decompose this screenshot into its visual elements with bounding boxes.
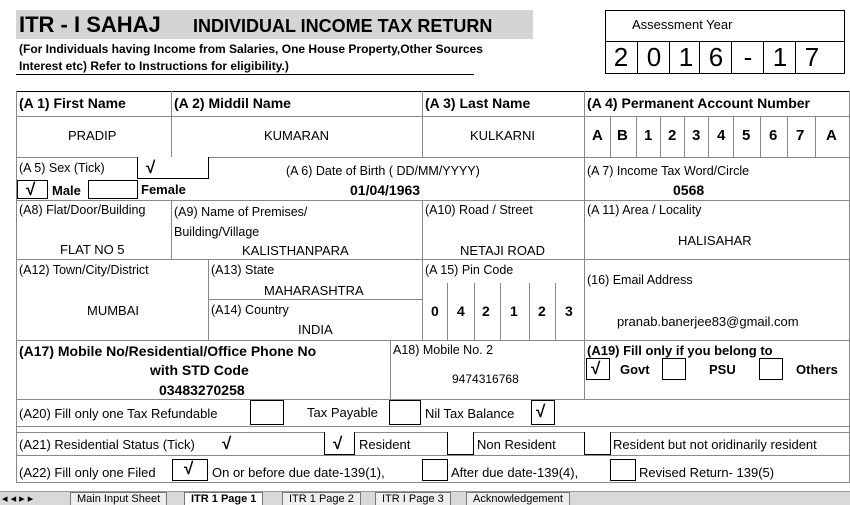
- grid-line: [171, 91, 172, 157]
- grid-line: [16, 91, 850, 92]
- female-checkbox[interactable]: [88, 180, 138, 199]
- a21-tick: √: [222, 434, 232, 453]
- psu-checkbox[interactable]: [662, 358, 686, 380]
- others-label: Others: [796, 362, 838, 377]
- grid-line: [16, 340, 850, 341]
- area-label: (A 11) Area / Locality: [587, 203, 702, 217]
- pan-char[interactable]: 7: [796, 127, 805, 144]
- phone-value[interactable]: 03483270258: [159, 382, 245, 398]
- form-code: ITR - I SAHAJ: [19, 12, 161, 37]
- middle-name-value[interactable]: KUMARAN: [264, 128, 330, 143]
- country-value[interactable]: INDIA: [298, 322, 333, 337]
- pan-divider: [787, 116, 788, 157]
- tab-itr1-page3[interactable]: ITR I Page 3: [375, 492, 451, 505]
- pin-divider: [500, 283, 501, 340]
- sheet-nav-arrows[interactable]: ◂ ◂ ▸ ▸: [2, 493, 34, 505]
- pin-char[interactable]: 0: [431, 303, 439, 319]
- pan-divider: [636, 116, 637, 157]
- a22-label: (A22) Fill only one Filed: [19, 465, 156, 480]
- grid-line: [422, 200, 423, 340]
- ay-divider: [731, 41, 732, 73]
- premises-label-1: (A9) Name of Premises/: [174, 205, 308, 219]
- pin-char[interactable]: 2: [482, 303, 490, 319]
- first-name-label: (A 1) First Name: [19, 95, 126, 111]
- form-subtitle-1: (For Individuals having Income from Salaries, One House Property,Other Sources: [19, 42, 483, 56]
- tab-itr1-page1[interactable]: ITR 1 Page 1: [184, 492, 263, 505]
- pan-divider: [660, 116, 661, 157]
- revised-label: Revised Return- 139(5): [639, 465, 775, 480]
- pin-divider: [474, 283, 475, 340]
- after-due-checkbox[interactable]: [422, 459, 448, 481]
- pan-divider: [760, 116, 761, 157]
- grid-line: [422, 91, 423, 157]
- mobile2-label: A18) Mobile No. 2: [393, 343, 494, 357]
- rnor-label: Resident but not oridinarily resident: [613, 437, 817, 452]
- phone-label-2: with STD Code: [150, 362, 249, 378]
- email-value[interactable]: pranab.banerjee83@gmail.com: [617, 314, 799, 329]
- tab-itr1-page2[interactable]: ITR 1 Page 2: [282, 492, 361, 505]
- tax-refundable-checkbox[interactable]: [250, 400, 284, 425]
- resident-checkbox-tick: √: [333, 434, 343, 453]
- revised-checkbox[interactable]: [610, 459, 636, 481]
- ward-value[interactable]: 0568: [673, 182, 705, 198]
- state-label: (A13) State: [211, 263, 275, 277]
- road-label: (A10) Road / Street: [425, 203, 533, 217]
- pan-char[interactable]: 5: [742, 127, 751, 144]
- ay-char: -: [743, 42, 753, 72]
- sheet-tab-bar: [0, 491, 850, 505]
- tax-payable-label: Tax Payable: [307, 405, 378, 420]
- grid-line: [16, 91, 17, 483]
- middle-name-label: (A 2) Middil Name: [174, 95, 291, 111]
- grid-line: [390, 340, 391, 399]
- ay-char: 1: [772, 42, 788, 72]
- grid-line: [16, 426, 850, 427]
- ay-char: 7: [804, 42, 820, 72]
- grid-line: [16, 116, 850, 117]
- ay-char: 2: [613, 42, 629, 72]
- ay-divider: [699, 41, 700, 73]
- ay-divider: [637, 41, 638, 73]
- pin-char[interactable]: 1: [510, 303, 518, 319]
- pan-char[interactable]: 4: [717, 127, 726, 144]
- grid-line: [208, 259, 209, 340]
- first-name-value[interactable]: PRADIP: [68, 128, 117, 143]
- road-value[interactable]: NETAJI ROAD: [460, 243, 545, 258]
- belong-label: (A19) Fill only if you belong to: [587, 343, 773, 358]
- pin-char[interactable]: 2: [538, 303, 546, 319]
- pan-char[interactable]: A: [826, 127, 837, 144]
- pan-divider: [733, 116, 734, 157]
- pan-divider: [684, 116, 685, 157]
- dob-value[interactable]: 01/04/1963: [350, 182, 421, 198]
- male-label: Male: [52, 183, 81, 198]
- ward-label: (A 7) Income Tax Word/Circle: [587, 164, 750, 178]
- non-resident-label: Non Resident: [477, 437, 556, 452]
- ay-divider: [795, 41, 796, 73]
- grid-line: [584, 91, 585, 400]
- dob-label: (A 6) Date of Birth ( DD/MM/YYYY): [286, 164, 480, 178]
- tax-payable-checkbox[interactable]: [389, 400, 421, 425]
- town-value[interactable]: MUMBAI: [87, 303, 139, 318]
- ay-divider: [763, 41, 764, 73]
- pan-char[interactable]: B: [617, 127, 628, 144]
- tab-main-input-sheet[interactable]: Main Input Sheet: [70, 492, 167, 505]
- last-name-value[interactable]: KULKARNI: [470, 128, 536, 143]
- mobile2-value[interactable]: 9474316768: [452, 372, 519, 386]
- form-subtitle-2: Interest etc) Refer to Instructions for eligibility.): [19, 59, 289, 73]
- grid-line: [208, 299, 423, 300]
- pan-divider: [815, 116, 816, 157]
- a20-label: (A20) Fill only one Tax Refundable: [19, 406, 218, 421]
- area-value[interactable]: HALISAHAR: [678, 233, 752, 248]
- pan-char[interactable]: 1: [644, 127, 653, 144]
- pin-divider: [555, 283, 556, 340]
- pin-divider: [447, 283, 448, 340]
- govt-label: Govt: [620, 362, 650, 377]
- assessment-year-label: Assessment Year: [632, 17, 733, 32]
- grid-line: [16, 259, 850, 260]
- pin-label: (A 15) Pin Code: [425, 263, 514, 277]
- pan-char[interactable]: 2: [668, 127, 677, 144]
- ay-divider: [669, 41, 670, 73]
- subtitle-underline: [16, 74, 474, 75]
- on-before-label: On or before due date-139(1),: [212, 465, 385, 480]
- male-checkbox-tick: √: [26, 180, 36, 199]
- pin-divider: [529, 283, 530, 340]
- pan-char[interactable]: 6: [769, 127, 778, 144]
- pan-char[interactable]: 3: [692, 127, 701, 144]
- nil-tax-checkbox-tick: √: [536, 402, 546, 421]
- govt-checkbox-tick: √: [591, 359, 601, 378]
- pan-divider: [610, 116, 611, 157]
- ay-char: 1: [678, 42, 694, 72]
- psu-label: PSU: [709, 362, 736, 377]
- resident-label: Resident: [359, 437, 411, 452]
- a21-label: (A21) Residential Status (Tick): [19, 437, 195, 452]
- on-before-checkbox-tick: √: [184, 459, 194, 478]
- female-label: Female: [141, 182, 186, 197]
- town-label: (A12) Town/City/District: [19, 263, 149, 277]
- grid-line: [16, 482, 850, 483]
- pan-label: (A 4) Permanent Account Number: [587, 95, 810, 111]
- form-title: INDIVIDUAL INCOME TAX RETURN: [193, 16, 493, 36]
- pan-divider: [708, 116, 709, 157]
- ay-char: 6: [708, 42, 724, 72]
- phone-label-1: (A17) Mobile No/Residential/Office Phone No: [19, 343, 317, 359]
- sex-label: (A 5) Sex (Tick): [19, 161, 105, 175]
- others-checkbox[interactable]: [759, 358, 783, 380]
- email-label: (16) Email Address: [587, 273, 693, 287]
- grid-line: [16, 399, 850, 400]
- premises-value[interactable]: KALISTHANPARA: [242, 243, 349, 258]
- non-resident-checkbox[interactable]: [447, 432, 474, 455]
- grid-line: [16, 455, 850, 456]
- pan-char[interactable]: A: [592, 127, 603, 144]
- grid-line: [16, 200, 850, 201]
- pin-char[interactable]: 3: [565, 303, 573, 319]
- grid-line: [171, 200, 172, 259]
- ay-char: 0: [646, 42, 662, 72]
- sex-tick-mark: √: [146, 158, 156, 177]
- country-label: (A14) Country: [211, 303, 289, 317]
- rnor-checkbox[interactable]: [584, 432, 611, 455]
- nil-tax-label: Nil Tax Balance: [425, 406, 515, 421]
- pin-char[interactable]: 4: [457, 303, 465, 319]
- after-due-label: After due date-139(4),: [451, 465, 579, 480]
- flat-label: (A8) Flat/Door/Building: [19, 203, 146, 217]
- flat-value[interactable]: FLAT NO 5: [60, 242, 125, 257]
- state-value[interactable]: MAHARASHTRA: [264, 283, 364, 298]
- tab-acknowledgement[interactable]: Acknowledgement: [466, 492, 570, 505]
- grid-line: [16, 432, 850, 433]
- premises-label-2: Building/Village: [174, 225, 260, 239]
- last-name-label: (A 3) Last Name: [425, 95, 531, 111]
